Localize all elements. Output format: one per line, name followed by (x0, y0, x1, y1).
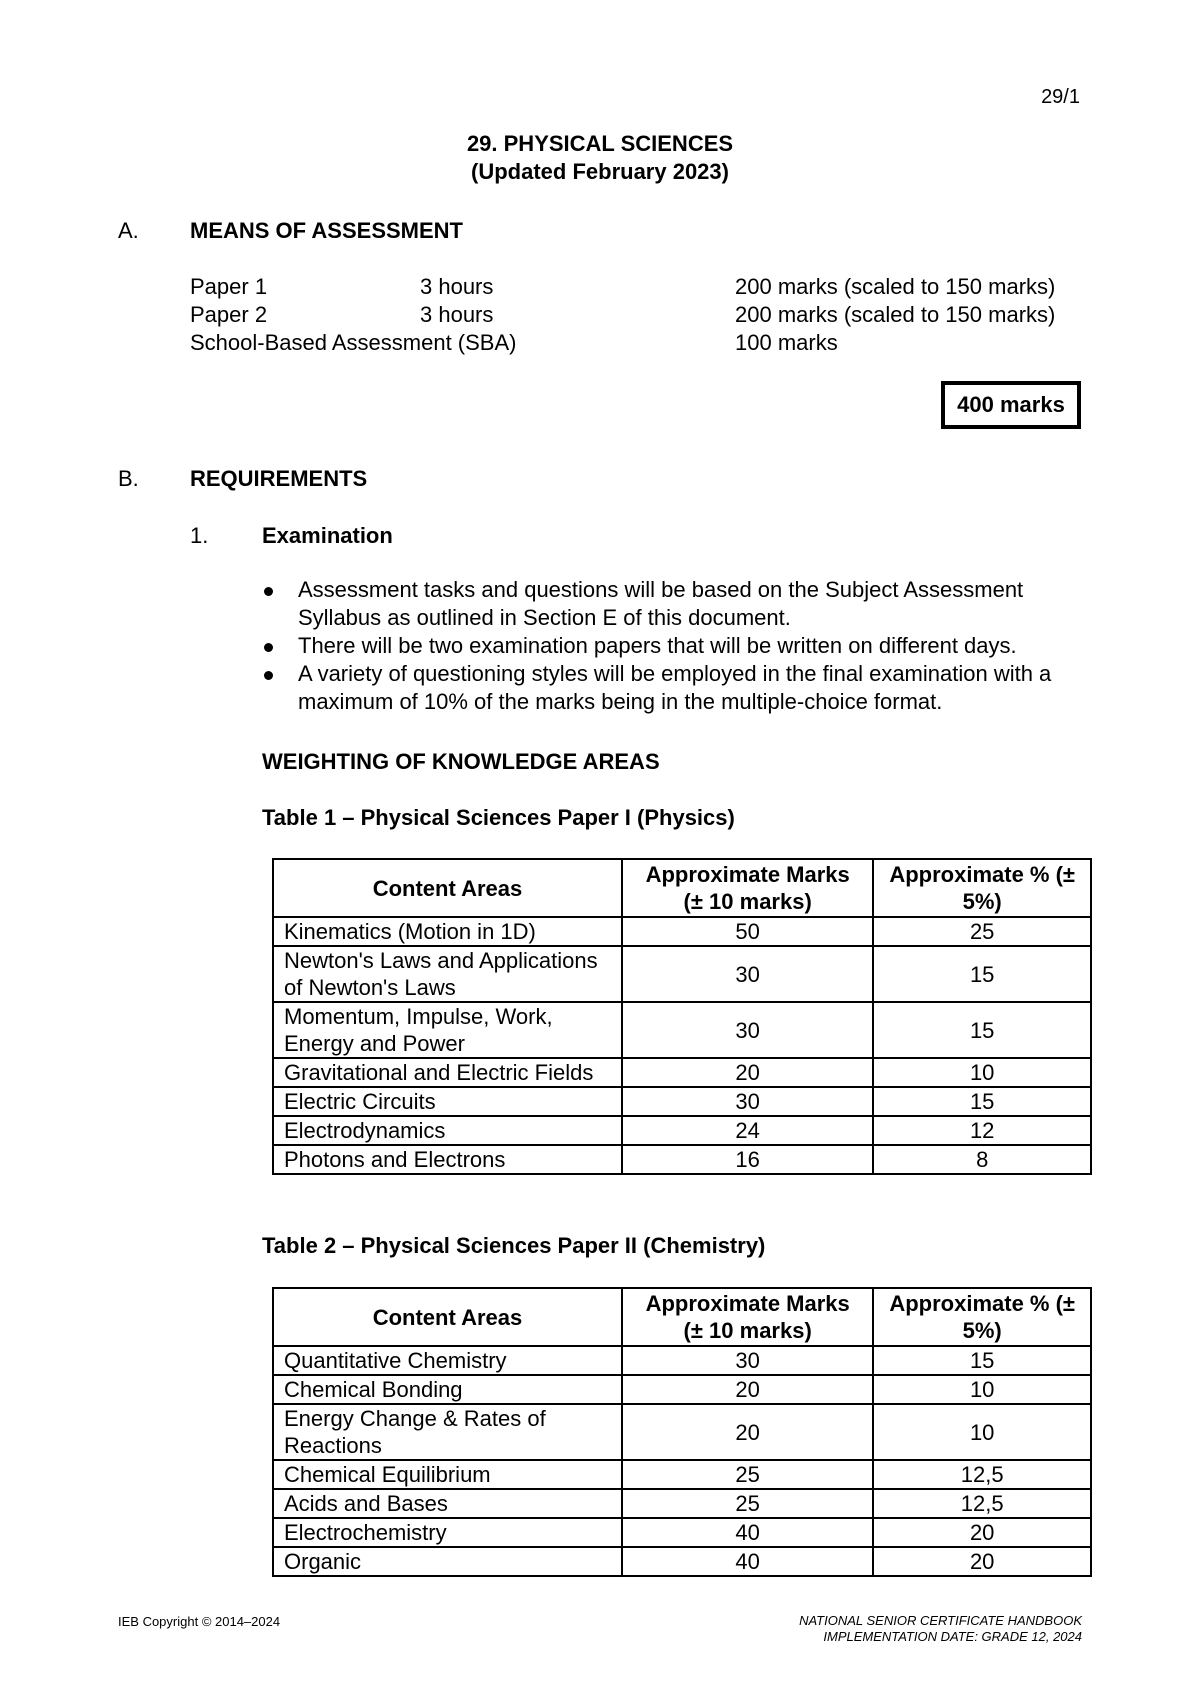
assessment-name: School-Based Assessment (SBA) (190, 330, 517, 355)
table-row (273, 1460, 1091, 1489)
table1-caption: Table 1 – Physical Sciences Paper I (Physics) (262, 805, 735, 830)
item-number: 1. (190, 523, 209, 548)
content-area-cell: Organic (273, 1547, 622, 1576)
marks-cell: 40 (622, 1547, 873, 1576)
list-item (262, 632, 1102, 660)
page-number: 29/1 (1041, 86, 1080, 108)
table-row (273, 1346, 1091, 1375)
percent-cell: 25 (873, 917, 1091, 946)
assessment-marks: 200 marks (scaled to 150 marks) (735, 302, 1056, 327)
table2 (272, 1287, 1092, 1577)
section-a-heading: MEANS OF ASSESSMENT (190, 218, 463, 243)
marks-cell: 20 (622, 1058, 873, 1087)
percent-cell: 10 (873, 1375, 1091, 1404)
marks-cell: 24 (622, 1116, 873, 1145)
column-header: Content Areas (273, 1288, 622, 1346)
examination-bullet-list (262, 576, 1102, 716)
section-b-letter: B. (118, 466, 139, 491)
footer-handbook-info (799, 1613, 1082, 1645)
table-header-row (273, 859, 1091, 917)
content-area-cell: Kinematics (Motion in 1D) (273, 917, 622, 946)
marks-cell: 30 (622, 1346, 873, 1375)
column-header: Content Areas (273, 859, 622, 917)
footer-copyright: IEB Copyright © 2014–2024 (118, 1614, 281, 1629)
marks-cell: 30 (622, 1002, 873, 1058)
assessment-marks: 200 marks (scaled to 150 marks) (735, 274, 1056, 299)
table-row (273, 1002, 1091, 1058)
section-a-letter: A. (118, 218, 139, 243)
content-area-cell: Chemical Bonding (273, 1375, 622, 1404)
table-row (273, 1145, 1091, 1174)
percent-cell: 15 (873, 946, 1091, 1002)
assessment-duration: 3 hours (420, 274, 494, 299)
marks-cell: 25 (622, 1460, 873, 1489)
table1 (272, 858, 1092, 1175)
marks-cell: 50 (622, 917, 873, 946)
table2-caption: Table 2 – Physical Sciences Paper II (Chemistry) (262, 1233, 766, 1258)
table-row (273, 1489, 1091, 1518)
marks-cell: 20 (622, 1404, 873, 1460)
assessment-marks: 100 marks (735, 330, 838, 355)
bullet-icon (264, 587, 273, 596)
table-row (273, 1518, 1091, 1547)
marks-cell: 20 (622, 1375, 873, 1404)
assessment-name: Paper 2 (190, 302, 268, 327)
percent-cell: 15 (873, 1002, 1091, 1058)
table-row (273, 1404, 1091, 1460)
content-area-cell: Newton's Laws and Applications of Newton's Laws (273, 946, 622, 1002)
table-row (273, 1116, 1091, 1145)
percent-cell: 10 (873, 1404, 1091, 1460)
list-item (262, 660, 1102, 716)
assessment-name: Paper 1 (190, 274, 268, 299)
table-header-row (273, 1288, 1091, 1346)
footer-handbook: NATIONAL SENIOR CERTIFICATE HANDBOOK (799, 1613, 1082, 1628)
table-row (273, 917, 1091, 946)
table-row (273, 1058, 1091, 1087)
content-area-cell: Photons and Electrons (273, 1145, 622, 1174)
assessment-duration: 3 hours (420, 302, 494, 327)
column-header: Approximate Marks (± 10 marks) (622, 1288, 873, 1346)
marks-cell: 16 (622, 1145, 873, 1174)
bullet-text: A variety of questioning styles will be employed in the final examination with a maximum of 10% of the marks being in the multiple-choice format. (298, 661, 1052, 714)
table-row (273, 946, 1091, 1002)
content-area-cell: Quantitative Chemistry (273, 1346, 622, 1375)
percent-cell: 15 (873, 1087, 1091, 1116)
content-area-cell: Chemical Equilibrium (273, 1460, 622, 1489)
bullet-text: Assessment tasks and questions will be based on the Subject Assessment Syllabus as outlined in Section E of this document. (298, 577, 1024, 630)
content-area-cell: Energy Change & Rates of Reactions (273, 1404, 622, 1460)
percent-cell: 10 (873, 1058, 1091, 1087)
content-area-cell: Acids and Bases (273, 1489, 622, 1518)
percent-cell: 20 (873, 1518, 1091, 1547)
content-area-cell: Momentum, Impulse, Work, Energy and Power (273, 1002, 622, 1058)
percent-cell: 12,5 (873, 1460, 1091, 1489)
percent-cell: 8 (873, 1145, 1091, 1174)
list-item (262, 576, 1102, 632)
page-subtitle: (Updated February 2023) (471, 159, 729, 184)
marks-cell: 40 (622, 1518, 873, 1547)
table-row (273, 1375, 1091, 1404)
bullet-icon (264, 671, 273, 680)
column-header: Approximate Marks (± 10 marks) (622, 859, 873, 917)
page-title: 29. PHYSICAL SCIENCES (466, 131, 734, 156)
marks-cell: 25 (622, 1489, 873, 1518)
section-b-heading: REQUIREMENTS (190, 466, 368, 491)
weighting-heading: WEIGHTING OF KNOWLEDGE AREAS (262, 749, 660, 774)
total-marks-box: 400 marks (941, 381, 1081, 429)
marks-cell: 30 (622, 946, 873, 1002)
table-row (273, 1087, 1091, 1116)
column-header: Approximate % (± 5%) (873, 1288, 1091, 1346)
content-area-cell: Electrodynamics (273, 1116, 622, 1145)
percent-cell: 12 (873, 1116, 1091, 1145)
footer-implementation: IMPLEMENTATION DATE: GRADE 12, 2024 (823, 1629, 1082, 1644)
bullet-text: There will be two examination papers that will be written on different days. (298, 633, 1017, 658)
percent-cell: 20 (873, 1547, 1091, 1576)
column-header: Approximate % (± 5%) (873, 859, 1091, 917)
percent-cell: 15 (873, 1346, 1091, 1375)
content-area-cell: Electric Circuits (273, 1087, 622, 1116)
content-area-cell: Electrochemistry (273, 1518, 622, 1547)
content-area-cell: Gravitational and Electric Fields (273, 1058, 622, 1087)
bullet-icon (264, 643, 273, 652)
table-row (273, 1547, 1091, 1576)
item-heading: Examination (262, 523, 393, 548)
marks-cell: 30 (622, 1087, 873, 1116)
percent-cell: 12,5 (873, 1489, 1091, 1518)
